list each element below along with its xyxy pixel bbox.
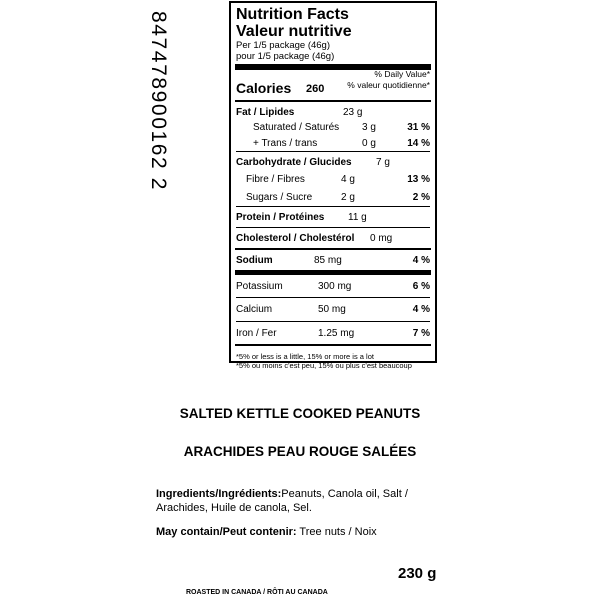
sodium-amount: 85 mg: [314, 254, 342, 266]
calcium-label: Calcium: [236, 304, 273, 315]
divider-medium: [235, 100, 431, 102]
carbohydrate-label: Carbohydrate / Glucides: [236, 156, 352, 168]
saturated-row: [236, 120, 430, 135]
fibre-label: Fibre / Fibres: [246, 174, 305, 185]
net-weight: 230 g: [398, 565, 437, 582]
protein-row: [236, 207, 430, 227]
fibre-dv: 13 %: [407, 174, 430, 185]
potassium-row: [236, 275, 430, 297]
product-name-fr: ARACHIDES PEAU ROUGE SALÉES: [183, 444, 417, 459]
serving-size-en: Per 1/5 package (46g): [236, 40, 331, 51]
may-contain-label: May contain/Peut contenir:: [156, 526, 297, 538]
fibre-amount: 4 g: [341, 174, 355, 185]
calories-value: 260: [306, 83, 325, 95]
iron-row: [236, 322, 430, 344]
cholesterol-amount: 0 mg: [370, 232, 393, 244]
barcode-digits: [128, 6, 188, 196]
carbohydrate-row: [236, 153, 430, 171]
nutrition-title-fr: Valeur nutritive: [236, 23, 352, 40]
iron-amount: 1.25 mg: [318, 327, 355, 339]
calcium-amount: 50 mg: [318, 304, 346, 315]
saturated-dv: 31 %: [407, 122, 430, 133]
nutrition-facts-table: [229, 1, 437, 370]
carbohydrate-amount: 7 g: [376, 156, 390, 168]
trans-amount: 0 g: [362, 137, 376, 149]
nutrition-title-en: Nutrition Facts: [236, 6, 349, 23]
calcium-dv: 4 %: [412, 304, 430, 315]
daily-value-header-fr: % valeur quotidienne*: [347, 80, 430, 90]
footnote-fr: *5% ou moins c'est peu, 15% ou plus c'est beaucoup: [236, 361, 412, 370]
may-contain-text: Tree nuts / Noix: [296, 526, 377, 538]
product-name-en: SALTED KETTLE COOKED PEANUTS: [179, 406, 421, 421]
trans-row: [236, 135, 430, 151]
trans-dv: 14 %: [407, 137, 430, 149]
fat-label: Fat / Lipides: [236, 107, 295, 118]
sodium-row: [236, 250, 430, 270]
sugars-label: Sugars / Sucre: [246, 191, 313, 203]
footnote: [236, 352, 430, 370]
calories-label: Calories: [236, 80, 292, 96]
sodium-label: Sodium: [236, 254, 273, 266]
divider: [236, 151, 430, 152]
saturated-amount: 3 g: [362, 122, 376, 133]
trans-label: + Trans / trans: [253, 137, 318, 149]
origin-statement: ROASTED IN CANADA / RÔTI AU CANADA: [186, 589, 328, 596]
cholesterol-row: [236, 228, 430, 248]
iron-label: Iron / Fer: [236, 327, 277, 339]
potassium-amount: 300 mg: [318, 280, 352, 292]
footnote-en: *5% or less is a little, 15% or more is a lot: [236, 352, 374, 361]
sugars-amount: 2 g: [341, 191, 355, 203]
calories-row: [236, 70, 430, 100]
ingredients: [156, 487, 456, 515]
calcium-row: [236, 298, 430, 321]
saturated-label: Saturated / Saturés: [253, 122, 340, 133]
sodium-dv: 4 %: [412, 254, 430, 266]
fat-amount: 23 g: [343, 107, 363, 118]
cholesterol-label: Cholesterol / Cholestérol: [236, 232, 355, 244]
sugars-row: [236, 188, 430, 206]
protein-amount: 11 g: [348, 211, 367, 223]
divider-medium: [235, 344, 431, 346]
fat-row: [236, 105, 430, 120]
may-contain: [156, 526, 456, 538]
ingredients-label: Ingredients/Ingrédients:: [156, 488, 282, 500]
serving-size-fr: pour 1/5 package (46g): [236, 51, 335, 62]
potassium-dv: 6 %: [412, 280, 430, 292]
protein-label: Protein / Protéines: [236, 211, 325, 223]
barcode-number: 847478900162 2: [147, 10, 171, 192]
potassium-label: Potassium: [236, 280, 283, 292]
ingredients-text: Peanuts, Canola oil, Salt / Arachides, Huile de canola, Sel.: [156, 488, 408, 514]
daily-value-header: [347, 69, 430, 91]
fibre-row: [236, 171, 430, 188]
sugars-dv: 2 %: [412, 191, 430, 203]
daily-value-header-en: % Daily Value*: [374, 69, 430, 79]
iron-dv: 7 %: [412, 327, 430, 339]
